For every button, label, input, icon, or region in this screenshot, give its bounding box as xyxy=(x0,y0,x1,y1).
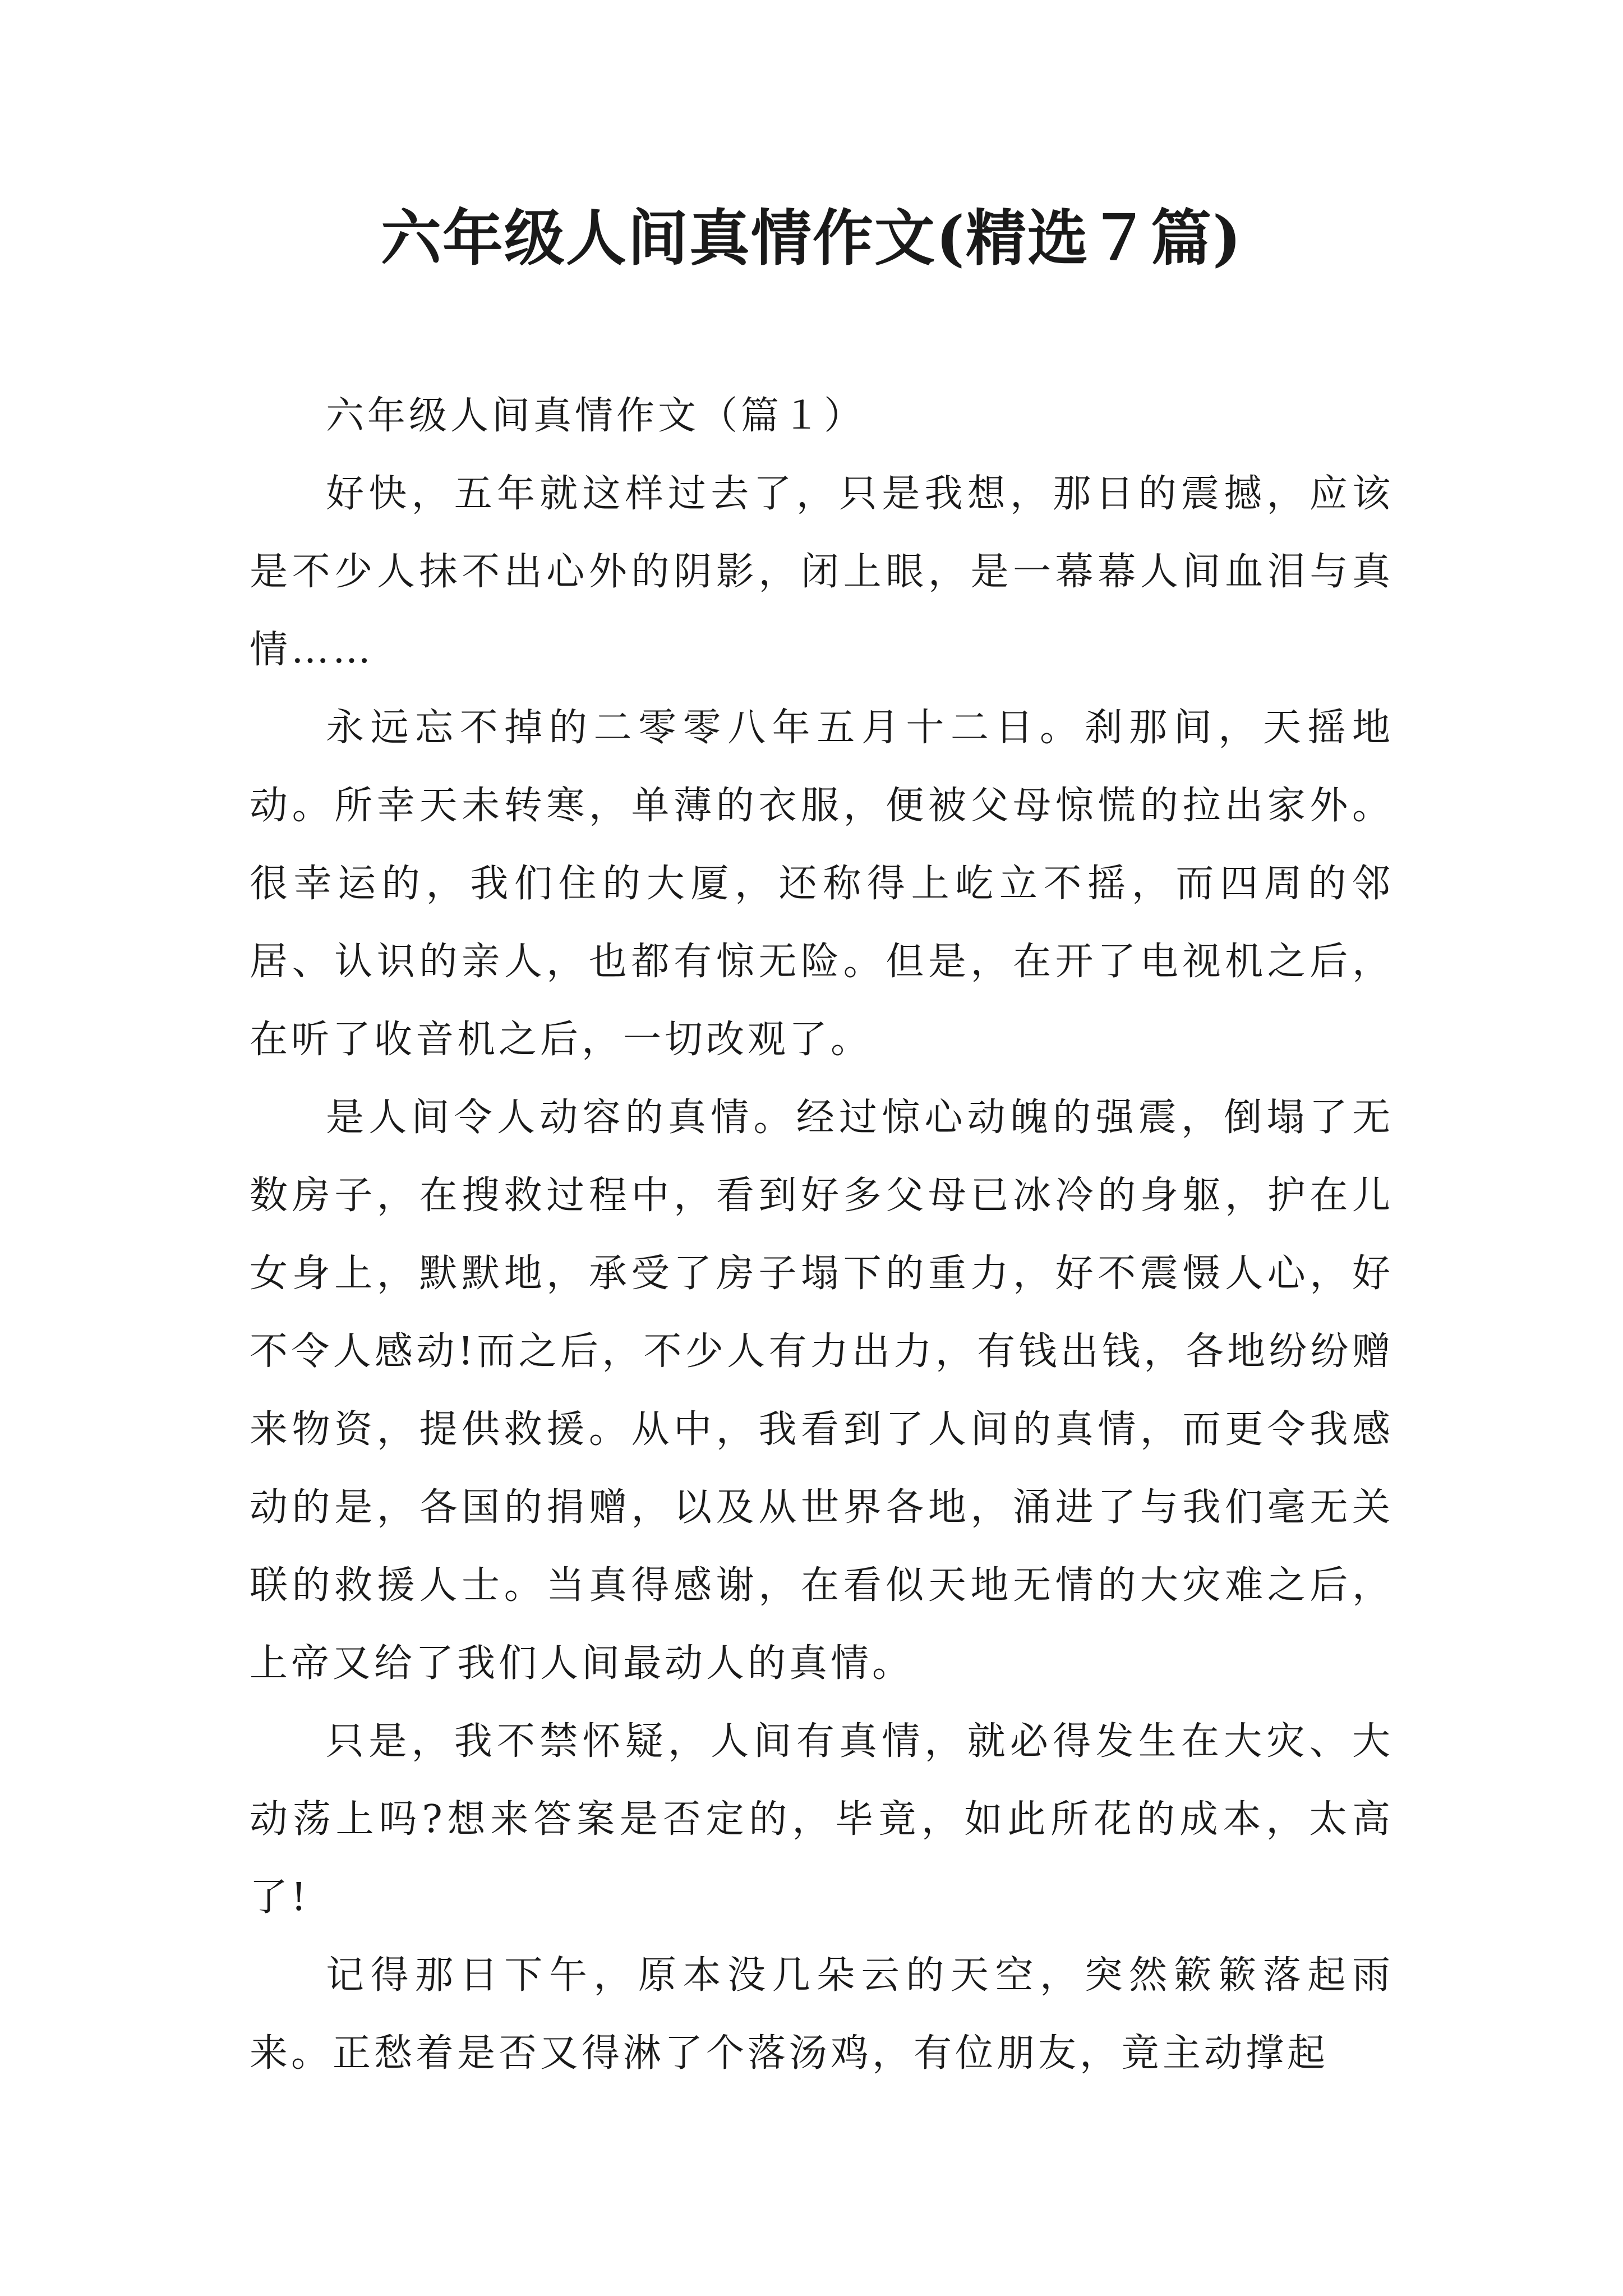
paragraph: 只是，我不禁怀疑，人间有真情，就必得发生在大灾、大动荡上吗?想来答案是否定的，毕竟，如此所花的成本，太高了! xyxy=(250,1719,1394,1920)
paragraph: 好快，五年就这样过去了，只是我想，那日的震撼，应该是不少人抹不出心外的阴影，闭上眼，是一幕幕人间血泪与真情…… xyxy=(250,472,1394,672)
document-body xyxy=(250,377,1394,2092)
paragraph: 永远忘不掉的二零零八年五月十二日。刹那间，天摇地动。所幸天未转寒，单薄的衣服，便被父母惊慌的拉出家外。很幸运的，我们住的大厦，还称得上屹立不摇，而四周的邻居、认识的亲人，也都有惊无险。但是，在开了电视机之后，在听了收音机之后，一切改观了。 xyxy=(250,706,1394,1062)
paragraph: 记得那日下午，原本没几朵云的天空，突然簌簌落起雨来。正愁着是否又得淋了个落汤鸡，有位朋友，竟主动撑起 xyxy=(250,1953,1394,2076)
section-heading: 六年级人间真情作文（篇１） xyxy=(326,394,866,438)
document-title: 六年级人间真情作文(精选７篇) xyxy=(380,203,1243,274)
paragraph: 是人间令人动容的真情。经过惊心动魄的强震，倒塌了无数房子，在搜救过程中，看到好多父母已冰冷的身躯，护在儿女身上，默默地，承受了房子塌下的重力，好不震慑人心，好不令人感动!而之后，不少人有力出力，有钱出钱，各地纷纷赠来物资，提供救援。从中，我看到了人间的真情，而更令我感动的是，各国的捐赠，以及从世界各地，涌进了与我们毫无关联的救援人士。当真得感谢，在看似天地无情的大灾难之后，上帝又给了我们人间最动人的真情。 xyxy=(250,1096,1394,1686)
